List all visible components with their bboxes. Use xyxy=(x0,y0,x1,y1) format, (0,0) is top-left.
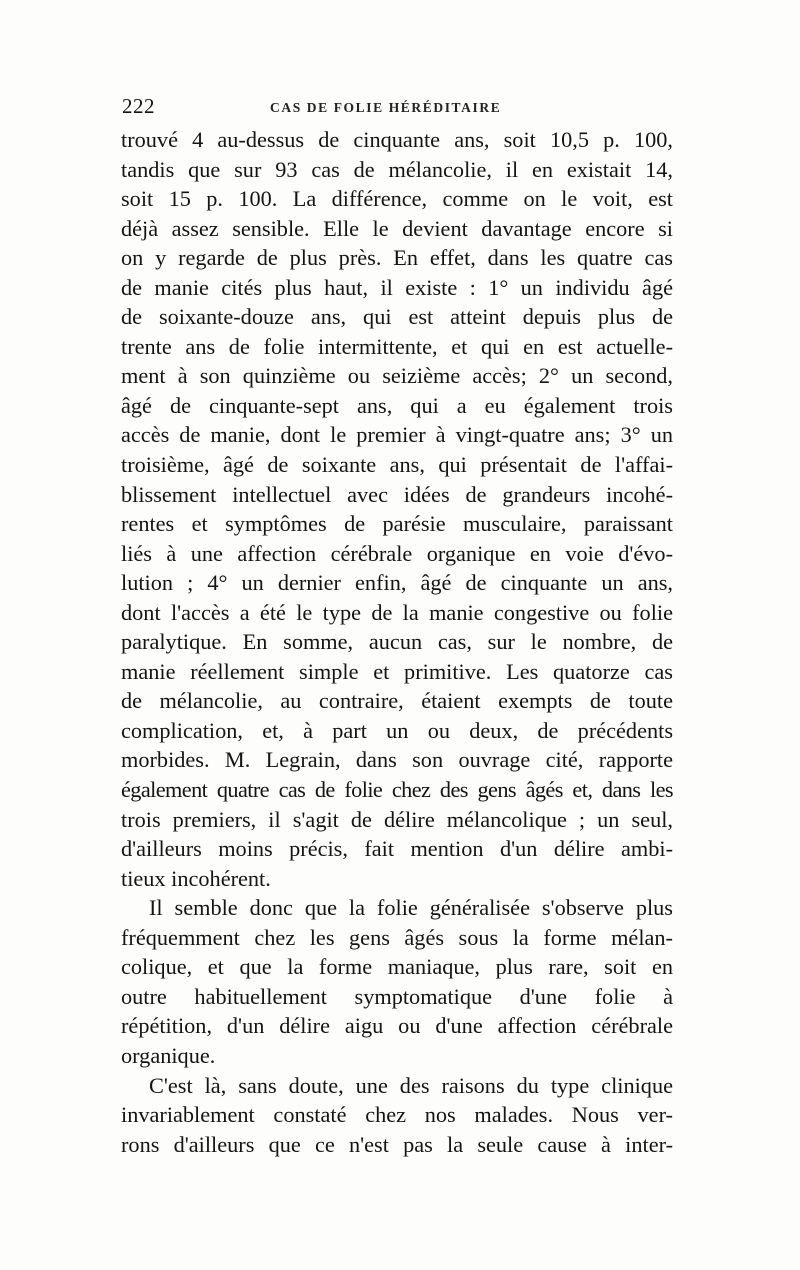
text-line: troisième, âgé de soixante ans, qui présentait de l'affai- xyxy=(121,452,673,478)
paragraph-2 xyxy=(121,893,673,1070)
text-line: lution ; 4° un dernier enfin, âgé de cinquante un ans, xyxy=(121,570,673,596)
text-line: paralytique. En somme, aucun cas, sur le nombre, de xyxy=(121,629,673,655)
text-line: déjà assez sensible. Elle le devient davantage encore si xyxy=(121,215,673,241)
text-line: on y regarde de plus près. En effet, dans les quatre cas xyxy=(121,245,673,271)
text-line: complication, et, à part un ou deux, de précédents xyxy=(121,717,673,743)
page-number: 222 xyxy=(122,94,155,118)
text-line: outre habituellement symptomatique d'une folie à xyxy=(121,983,673,1009)
text-line: rons d'ailleurs que ce n'est pas la seule cause à inter- xyxy=(121,1131,673,1157)
text-line: de mélancolie, au contraire, étaient exempts de toute xyxy=(121,688,673,714)
running-title: CAS DE FOLIE HÉRÉDITAIRE xyxy=(270,100,502,115)
text-line: morbides. M. Legrain, dans son ouvrage cité, rapporte xyxy=(121,747,673,773)
text-line: trois premiers, il s'agit de délire mélancolique ; un seul, xyxy=(121,806,673,832)
running-head xyxy=(120,94,680,124)
text-line: âgé de cinquante-sept ans, qui a eu également trois xyxy=(121,392,673,418)
text-line: de soixante-douze ans, qui est atteint depuis plus de xyxy=(121,304,673,330)
text-line: manie réellement simple et primitive. Les quatorze cas xyxy=(121,658,673,684)
text-line: tieux incohérent. xyxy=(121,865,271,891)
text-line: organique. xyxy=(121,1042,216,1068)
text-line: blissement intellectuel avec idées de grandeurs incohé- xyxy=(121,481,673,507)
text-line: accès de manie, dont le premier à vingt-quatre ans; 3° un xyxy=(121,422,673,448)
text-line: C'est là, sans doute, une des raisons du type clinique xyxy=(149,1072,673,1098)
text-line: trouvé 4 au-dessus de cinquante ans, soit 10,5 p. 100, xyxy=(121,127,673,152)
text-line: de manie cités plus haut, il existe : 1° un individu âgé xyxy=(121,274,673,300)
text-line: rentes et symptômes de parésie musculaire, paraissant xyxy=(121,511,673,537)
paragraph-3 xyxy=(121,1071,673,1160)
text-line: répétition, d'un délire aigu ou d'une affection cérébrale xyxy=(121,1013,673,1039)
text-line: ment à son quinzième ou seizième accès; 2° un second, xyxy=(121,363,673,389)
text-line: d'ailleurs moins précis, fait mention d'un délire ambi- xyxy=(121,836,673,862)
text-line: invariablement constaté chez nos malades. Nous ver- xyxy=(121,1102,673,1128)
text-line: liés à une affection cérébrale organique en voie d'évo- xyxy=(121,540,673,566)
text-line: trente ans de folie intermittente, et qui en est actuelle- xyxy=(121,333,673,359)
text-line: fréquemment chez les gens âgés sous la forme mélan- xyxy=(121,924,673,950)
text-line: également quatre cas de folie chez des gens âgés et, dans les xyxy=(121,777,673,803)
text-line: Il semble donc que la folie généralisée s'observe plus xyxy=(149,895,673,921)
text-body xyxy=(121,125,673,1159)
text-line: soit 15 p. 100. La différence, comme on le voit, est xyxy=(121,186,673,212)
text-line: colique, et que la forme maniaque, plus rare, soit en xyxy=(121,954,673,980)
text-line: dont l'accès a été le type de la manie congestive ou folie xyxy=(121,599,673,625)
paragraph-1 xyxy=(121,125,673,893)
text-line: tandis que sur 93 cas de mélancolie, il en existait 14, xyxy=(121,156,673,182)
